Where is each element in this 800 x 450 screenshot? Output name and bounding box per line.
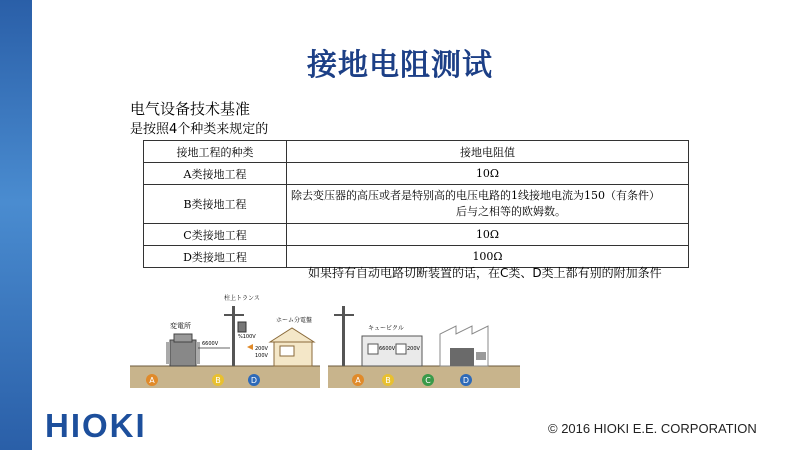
label-home-panel: ホーム分電盤 xyxy=(276,317,313,324)
table-cell-value: 10Ω xyxy=(287,163,689,185)
label-pole-transformer: 柱上トランス xyxy=(224,295,260,302)
svg-text:D: D xyxy=(250,376,258,385)
slide-title: 接地电阻测试 xyxy=(307,48,493,83)
arrow-icon xyxy=(247,344,253,350)
substation-icon xyxy=(166,334,200,366)
grounding-diagram xyxy=(130,292,520,396)
label-6600v: 6600V xyxy=(379,346,396,352)
utility-pole-icon xyxy=(334,306,354,366)
subtitle-categories: 是按照4个种类来规定的 xyxy=(130,122,269,137)
svg-text:B: B xyxy=(385,376,391,385)
table-header-row xyxy=(144,141,689,163)
label-cubicle: キュービクル xyxy=(368,325,404,332)
ground-layer xyxy=(130,366,320,388)
hioki-logo: HIOKI xyxy=(45,407,147,444)
table-header: 接地电阻值 xyxy=(287,141,689,163)
label-substation: 変電所 xyxy=(170,322,191,330)
note-text: 如果持有自动电路切断装置的话，在C类、D类上都有别的附加条件 xyxy=(308,266,662,280)
svg-text:B: B xyxy=(215,376,221,385)
house-icon xyxy=(270,328,314,366)
table-row xyxy=(144,185,689,224)
svg-text:D: D xyxy=(462,376,470,385)
right-panel xyxy=(328,306,520,388)
table-cell-value xyxy=(287,185,689,224)
svg-text:A: A xyxy=(149,376,155,385)
table-cell-type: B类接地工程 xyxy=(144,185,287,224)
subtitle-standard: 电气设备技术基准 xyxy=(130,100,251,118)
factory-icon xyxy=(440,326,488,366)
table-row xyxy=(144,163,689,185)
svg-text:A: A xyxy=(355,376,361,385)
label-200v: 200V xyxy=(407,346,420,352)
table-cell-type: A类接地工程 xyxy=(144,163,287,185)
label-100v: 100V xyxy=(255,353,268,359)
table-row xyxy=(144,224,689,246)
table-cell-type: C类接地工程 xyxy=(144,224,287,246)
table-cell-type: D类接地工程 xyxy=(144,246,287,268)
grounding-resistance-table xyxy=(143,140,689,268)
left-panel xyxy=(130,294,320,388)
label-6600v: 6600V xyxy=(202,341,219,347)
table-cell-value: 100Ω xyxy=(287,246,689,268)
label-100v-200v: %100V xyxy=(238,334,256,340)
svg-text:C: C xyxy=(425,376,431,385)
table-cell-line: 后与之相等的欧姆数。 xyxy=(456,205,566,218)
label-200v: 200V xyxy=(255,346,268,352)
table-cell-line: 除去变压器的高压或者是特别高的电压电路的1线接地电流为150（有条件） xyxy=(291,189,660,202)
copyright-text: © 2016 HIOKI E.E. CORPORATION xyxy=(548,421,757,436)
table-cell-value: 10Ω xyxy=(287,224,689,246)
table-header: 接地工程的种类 xyxy=(144,141,287,163)
